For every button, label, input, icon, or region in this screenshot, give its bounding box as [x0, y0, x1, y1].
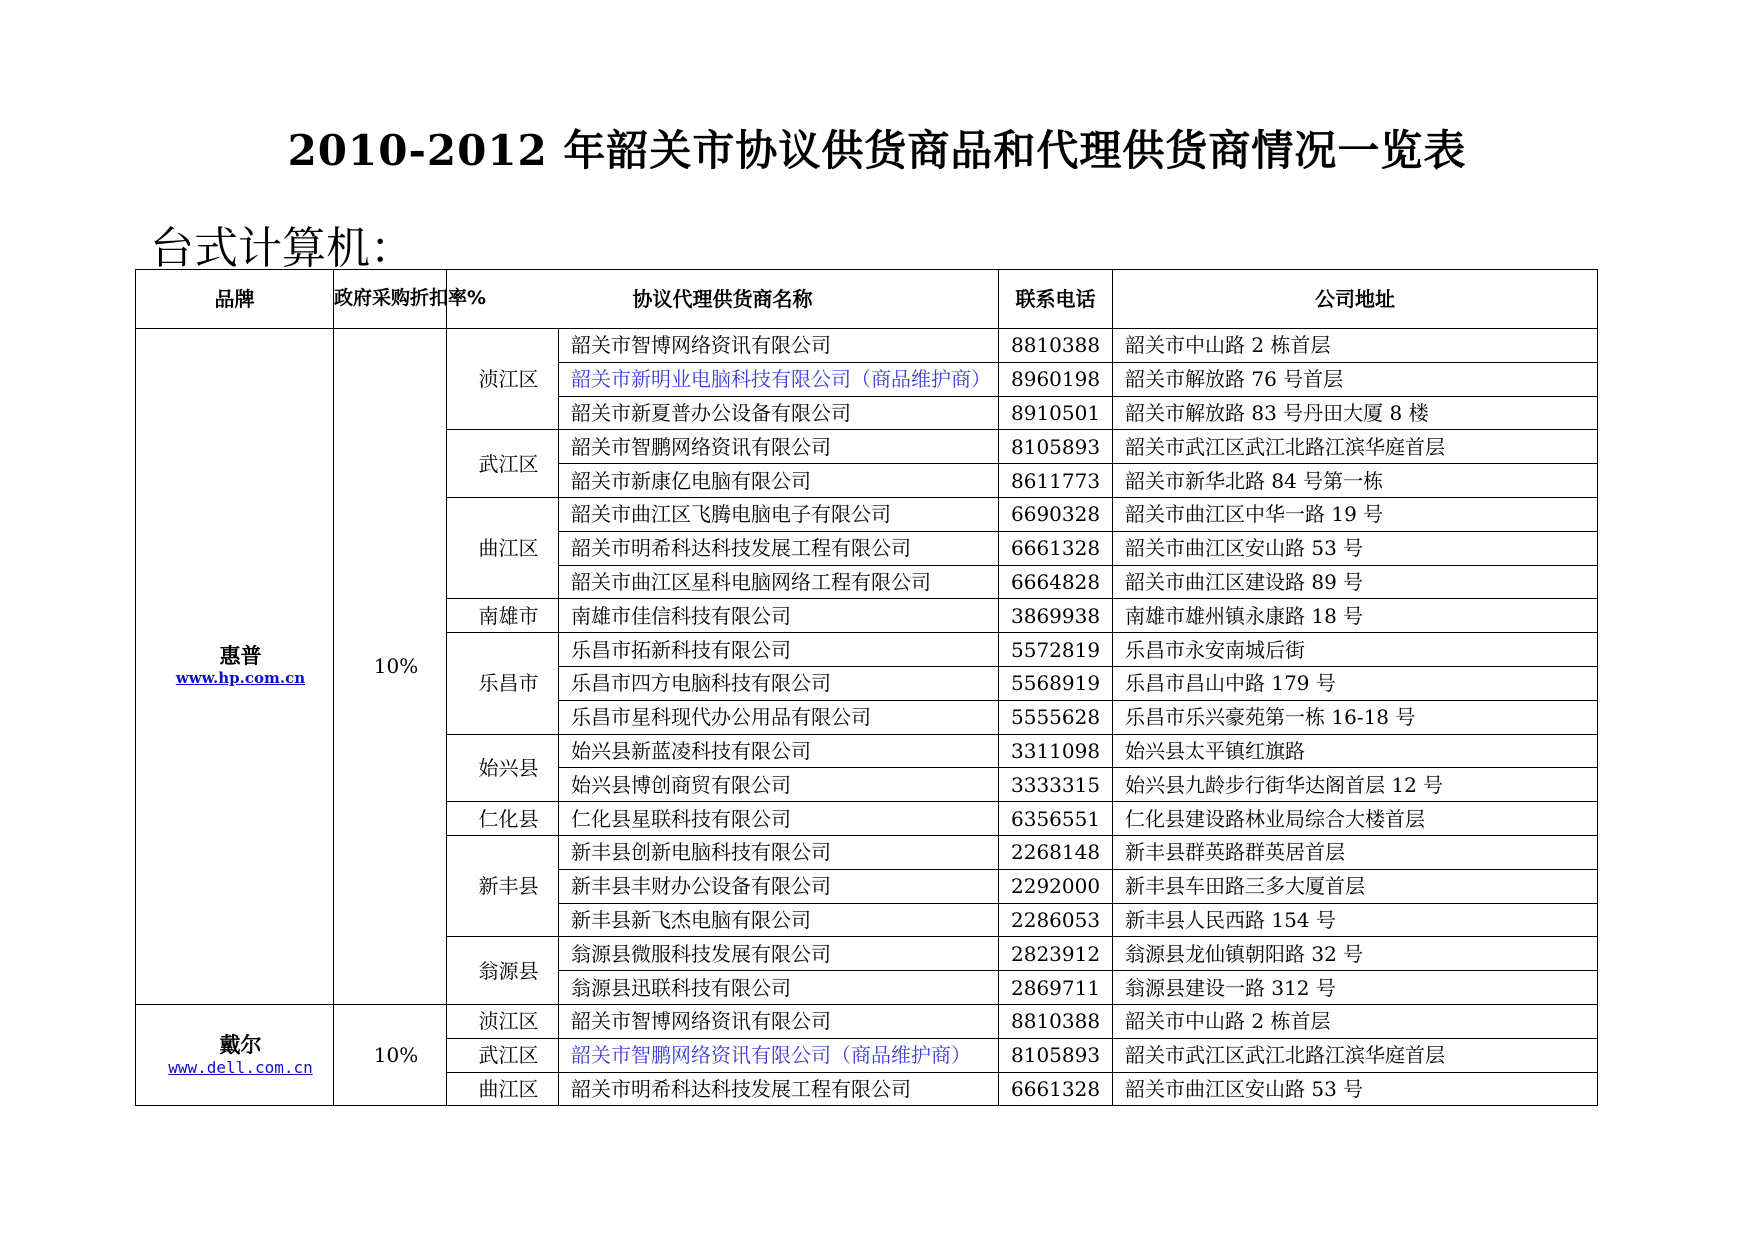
vendor-address: 乐昌市永安南城后街 [1113, 633, 1598, 667]
page-title: 2010-2012 年韶关市协议供货商品和代理供货商情况一览表 [287, 126, 1467, 175]
vendor-name: 新丰县新飞杰电脑有限公司 [559, 903, 999, 937]
vendor-name: 韶关市智博网络资讯有限公司 [559, 329, 999, 363]
vendor-name: 韶关市明希科达科技发展工程有限公司 [559, 531, 999, 565]
header-address: 公司地址 [1113, 270, 1598, 329]
vendor-phone: 2869711 [999, 971, 1113, 1005]
vendor-address: 韶关市武江区武江北路江滨华庭首层 [1113, 430, 1598, 464]
header-phone: 联系电话 [999, 270, 1113, 329]
header-discount: 政府采购折扣率% [334, 270, 447, 329]
vendor-name: 韶关市智博网络资讯有限公司 [559, 1004, 999, 1038]
vendor-name: 韶关市新康亿电脑有限公司 [559, 464, 999, 498]
vendor-address: 新丰县车田路三多大厦首层 [1113, 869, 1598, 903]
vendor-phone: 8810388 [999, 329, 1113, 363]
vendor-name: 韶关市曲江区飞腾电脑电子有限公司 [559, 497, 999, 531]
vendor-address: 乐昌市乐兴豪苑第一栋 16-18 号 [1113, 700, 1598, 734]
vendor-address: 韶关市新华北路 84 号第一栋 [1113, 464, 1598, 498]
brand-website-link[interactable]: www.dell.com.cn [168, 1057, 313, 1077]
vendor-phone: 5568919 [999, 666, 1113, 700]
discount-rate: 10% [334, 1004, 447, 1105]
vendor-name: 乐昌市星科现代办公用品有限公司 [559, 700, 999, 734]
table-row [136, 1004, 1598, 1038]
vendor-name: 始兴县博创商贸有限公司 [559, 768, 999, 802]
vendor-name: 乐昌市拓新科技有限公司 [559, 633, 999, 667]
supplier-table [135, 269, 1598, 1106]
district-cell: 曲江区 [447, 497, 559, 598]
vendor-name: 韶关市智鹏网络资讯有限公司（商品维护商） [559, 1038, 999, 1072]
vendor-name: 新丰县创新电脑科技有限公司 [559, 835, 999, 869]
vendor-address: 韶关市曲江区中华一路 19 号 [1113, 497, 1598, 531]
vendor-phone: 5572819 [999, 633, 1113, 667]
vendor-name: 韶关市明希科达科技发展工程有限公司 [559, 1072, 999, 1106]
vendor-address: 韶关市解放路 76 号首层 [1113, 362, 1598, 396]
district-cell: 新丰县 [447, 835, 559, 936]
vendor-phone: 5555628 [999, 700, 1113, 734]
vendor-phone: 2823912 [999, 937, 1113, 971]
vendor-address: 韶关市曲江区安山路 53 号 [1113, 531, 1598, 565]
vendor-name: 韶关市曲江区星科电脑网络工程有限公司 [559, 565, 999, 599]
vendor-address: 韶关市中山路 2 栋首层 [1113, 1004, 1598, 1038]
vendor-address: 韶关市曲江区建设路 89 号 [1113, 565, 1598, 599]
vendor-name: 始兴县新蓝凌科技有限公司 [559, 734, 999, 768]
vendor-address: 新丰县群英路群英居首层 [1113, 835, 1598, 869]
district-cell: 南雄市 [447, 599, 559, 633]
vendor-address: 韶关市中山路 2 栋首层 [1113, 329, 1598, 363]
vendor-address: 韶关市曲江区安山路 53 号 [1113, 1072, 1598, 1106]
header-row [136, 270, 1598, 329]
district-cell: 武江区 [447, 430, 559, 498]
vendor-phone: 2268148 [999, 835, 1113, 869]
vendor-address: 仁化县建设路林业局综合大楼首层 [1113, 802, 1598, 836]
vendor-phone: 8810388 [999, 1004, 1113, 1038]
district-cell: 仁化县 [447, 802, 559, 836]
vendor-address: 南雄市雄州镇永康路 18 号 [1113, 599, 1598, 633]
vendor-phone: 8960198 [999, 362, 1113, 396]
vendor-address: 翁源县建设一路 312 号 [1113, 971, 1598, 1005]
vendor-phone: 6356551 [999, 802, 1113, 836]
vendor-phone: 8910501 [999, 396, 1113, 430]
vendor-address: 新丰县人民西路 154 号 [1113, 903, 1598, 937]
vendor-address: 始兴县九龄步行街华达阁首层 12 号 [1113, 768, 1598, 802]
table-row [136, 329, 1598, 363]
vendor-phone: 3869938 [999, 599, 1113, 633]
vendor-name: 乐昌市四方电脑科技有限公司 [559, 666, 999, 700]
vendor-name: 韶关市智鹏网络资讯有限公司 [559, 430, 999, 464]
vendor-phone: 6690328 [999, 497, 1113, 531]
vendor-name: 翁源县迅联科技有限公司 [559, 971, 999, 1005]
vendor-phone: 2292000 [999, 869, 1113, 903]
district-cell: 武江区 [447, 1038, 559, 1072]
brand-name: 戴尔 [219, 1032, 262, 1057]
section-heading: 台式计算机： [150, 223, 414, 274]
brand-cell [136, 1004, 334, 1105]
discount-rate: 10% [334, 329, 447, 1005]
vendor-phone: 8611773 [999, 464, 1113, 498]
vendor-name: 翁源县微服科技发展有限公司 [559, 937, 999, 971]
district-cell: 翁源县 [447, 937, 559, 1005]
vendor-name: 韶关市新夏普办公设备有限公司 [559, 396, 999, 430]
vendor-address: 翁源县龙仙镇朝阳路 32 号 [1113, 937, 1598, 971]
district-cell: 曲江区 [447, 1072, 559, 1106]
vendor-phone: 8105893 [999, 430, 1113, 464]
vendor-phone: 6664828 [999, 565, 1113, 599]
vendor-phone: 6661328 [999, 531, 1113, 565]
brand-cell [136, 329, 334, 1005]
header-brand: 品牌 [136, 270, 334, 329]
vendor-name: 韶关市新明业电脑科技有限公司（商品维护商） [559, 362, 999, 396]
district-cell: 乐昌市 [447, 633, 559, 734]
vendor-name: 新丰县丰财办公设备有限公司 [559, 869, 999, 903]
vendor-phone: 3311098 [999, 734, 1113, 768]
vendor-address: 韶关市解放路 83 号丹田大厦 8 楼 [1113, 396, 1598, 430]
header-vendor: 协议代理供货商名称 [447, 270, 999, 329]
table-body [136, 329, 1598, 1106]
district-cell: 浈江区 [447, 1004, 559, 1038]
vendor-address: 乐昌市昌山中路 179 号 [1113, 666, 1598, 700]
vendor-phone: 3333315 [999, 768, 1113, 802]
vendor-phone: 8105893 [999, 1038, 1113, 1072]
vendor-name: 仁化县星联科技有限公司 [559, 802, 999, 836]
vendor-phone: 6661328 [999, 1072, 1113, 1106]
brand-website-link[interactable]: www.hp.com.cn [175, 669, 306, 688]
vendor-address: 始兴县太平镇红旗路 [1113, 734, 1598, 768]
district-cell: 始兴县 [447, 734, 559, 802]
district-cell: 浈江区 [447, 329, 559, 430]
vendor-phone: 2286053 [999, 903, 1113, 937]
vendor-name: 南雄市佳信科技有限公司 [559, 599, 999, 633]
brand-name: 惠普 [219, 644, 262, 669]
vendor-address: 韶关市武江区武江北路江滨华庭首层 [1113, 1038, 1598, 1072]
